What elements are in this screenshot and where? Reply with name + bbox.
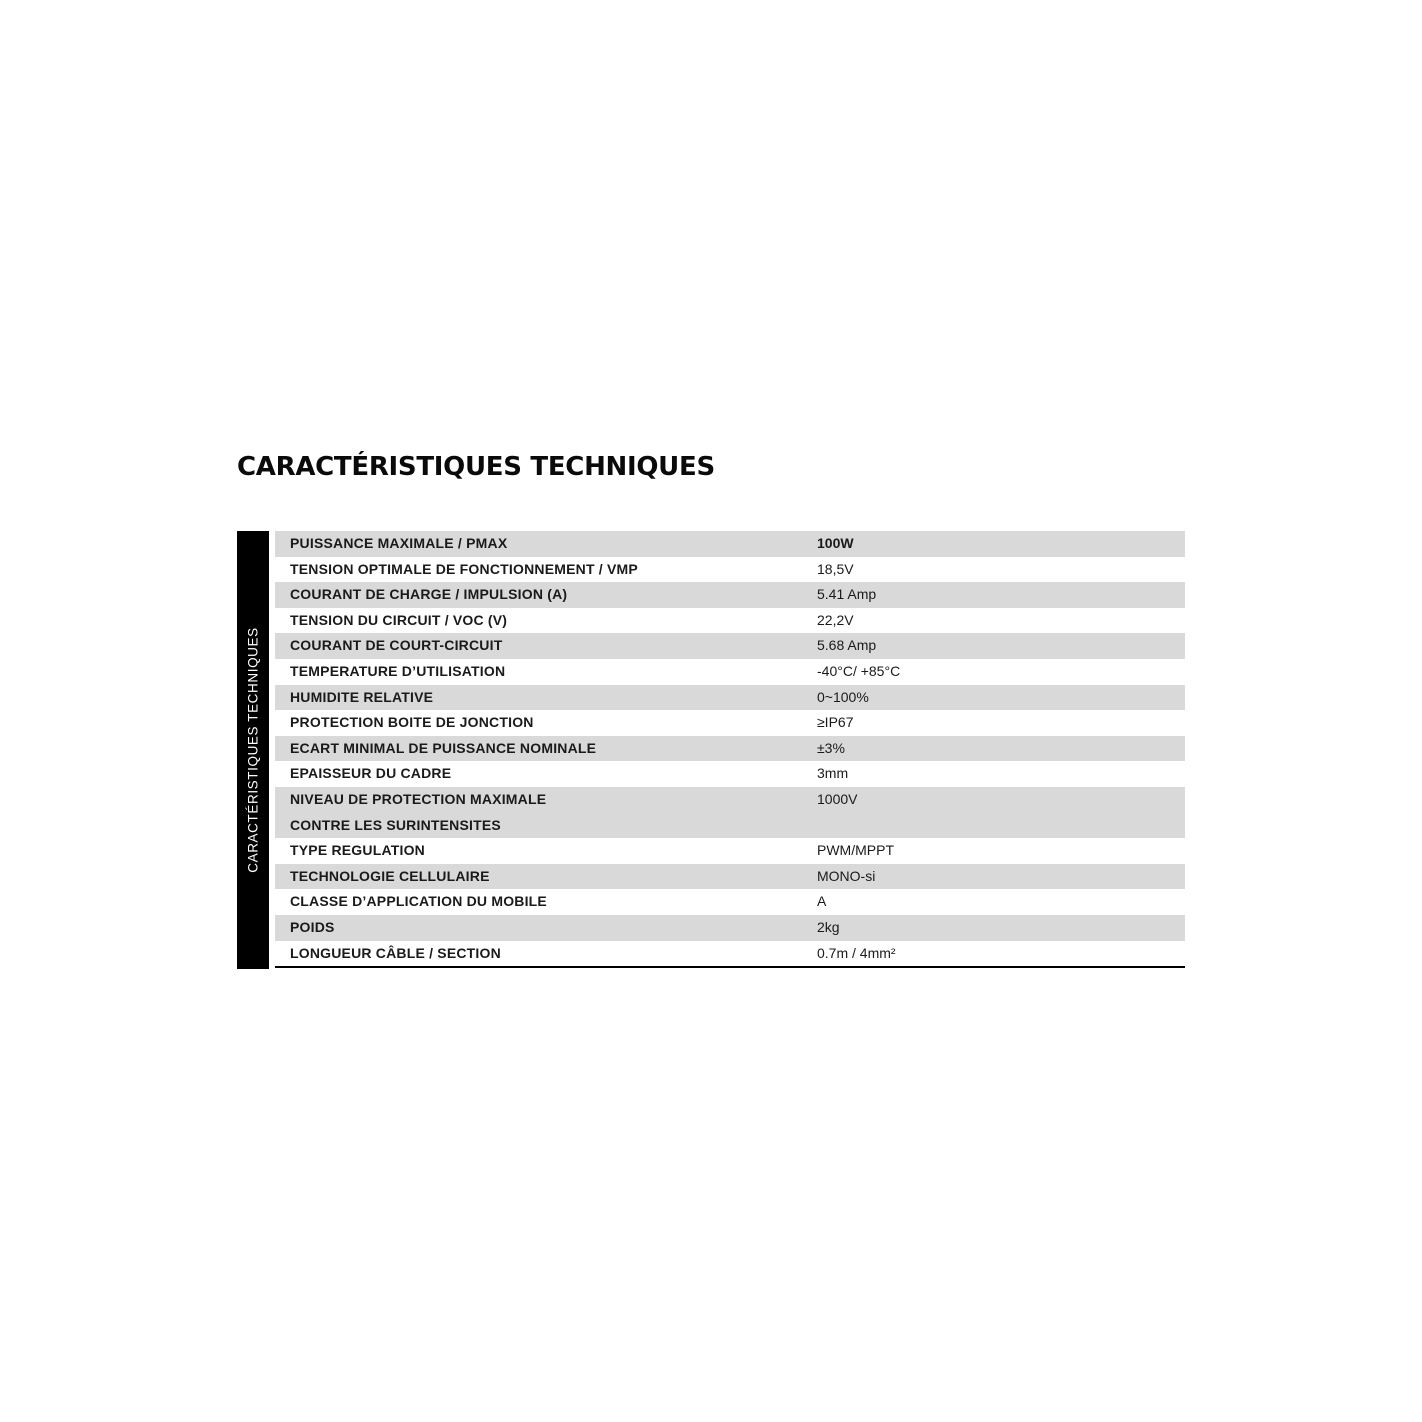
spec-label: LONGUEUR CÂBLE / SECTION	[290, 944, 501, 961]
spec-label: POIDS	[290, 918, 335, 935]
spec-label: PUISSANCE MAXIMALE / PMAX	[290, 535, 508, 551]
side-label-bar	[237, 531, 269, 969]
spec-row-regulation	[275, 838, 1185, 864]
spec-value: -40°C/ +85°C	[817, 662, 901, 679]
spec-row-short-circuit	[275, 633, 1185, 659]
spec-value: 18,5V	[817, 560, 854, 577]
spec-value: 100W	[817, 535, 854, 551]
spec-label: TENSION OPTIMALE DE FONCTIONNEMENT / VMP	[290, 560, 638, 577]
spec-value: 22,2V	[817, 611, 854, 628]
spec-row-power-tolerance	[275, 736, 1185, 762]
spec-value: ±3%	[817, 739, 845, 756]
spec-value: MONO-si	[817, 867, 876, 884]
spec-value: 1000V	[817, 790, 858, 807]
spec-row-junction-box	[275, 710, 1185, 736]
spec-label: COURANT DE CHARGE / IMPULSION (A)	[290, 586, 568, 603]
spec-row-application-class	[275, 889, 1185, 915]
spec-label: CLASSE D’APPLICATION DU MOBILE	[290, 893, 547, 910]
spec-label: COURANT DE COURT-CIRCUIT	[290, 637, 503, 654]
spec-table	[275, 531, 1185, 968]
spec-label: TENSION DU CIRCUIT / VOC (V)	[290, 611, 508, 628]
spec-value: PWM/MPPT	[817, 842, 894, 859]
spec-value: 5.68 Amp	[817, 637, 877, 654]
spec-value: 5.41 Amp	[817, 586, 877, 603]
spec-value: 3mm	[817, 765, 849, 782]
spec-row-temperature	[275, 659, 1185, 685]
spec-row-cable	[275, 941, 1185, 967]
spec-label: PROTECTION BOITE DE JONCTION	[290, 714, 534, 731]
spec-value: A	[817, 893, 827, 910]
spec-value: 0.7m / 4mm²	[817, 944, 896, 961]
spec-value: ≥IP67	[817, 714, 854, 731]
spec-value: 2kg	[817, 918, 840, 935]
spec-label: TEMPERATURE D’UTILISATION	[290, 662, 506, 679]
spec-row-overcurrent-protection	[275, 787, 1185, 838]
page-title: CARACTÉRISTIQUES TECHNIQUES	[237, 452, 715, 482]
side-label: CARACTÉRISTIQUES TECHNIQUES	[245, 627, 261, 873]
spec-row-frame-thickness	[275, 761, 1185, 787]
spec-value: 0~100%	[817, 688, 869, 705]
spec-label-line1: NIVEAU DE PROTECTION MAXIMALE	[290, 790, 547, 807]
spec-row-voc	[275, 608, 1185, 634]
spec-label: TECHNOLOGIE CELLULAIRE	[290, 867, 490, 884]
spec-label: TYPE REGULATION	[290, 842, 425, 859]
spec-row-cell-technology	[275, 864, 1185, 890]
spec-row-vmp	[275, 557, 1185, 583]
spec-label: ECART MINIMAL DE PUISSANCE NOMINALE	[290, 739, 597, 756]
spec-row-pmax	[275, 531, 1185, 557]
spec-label-line2: CONTRE LES SURINTENSITES	[290, 816, 501, 833]
spec-row-humidity	[275, 685, 1185, 711]
spec-row-weight	[275, 915, 1185, 941]
spec-label	[275, 787, 817, 838]
spec-label: EPAISSEUR DU CADRE	[290, 765, 452, 782]
spec-row-charge-current	[275, 582, 1185, 608]
spec-label: HUMIDITE RELATIVE	[290, 688, 434, 705]
